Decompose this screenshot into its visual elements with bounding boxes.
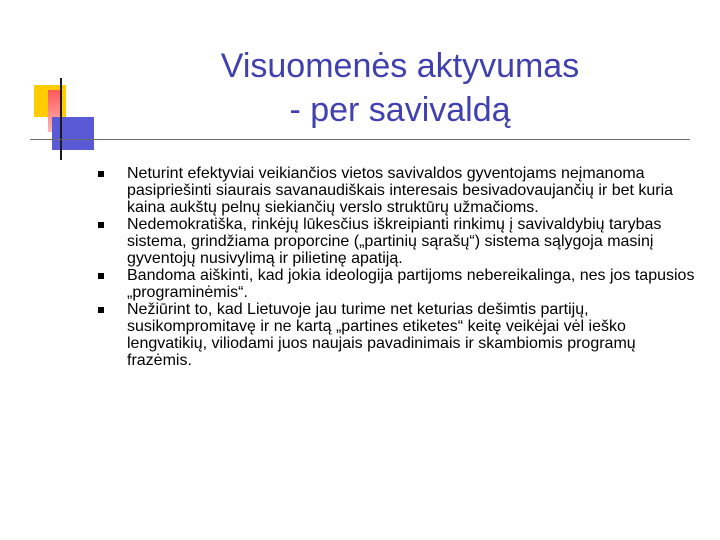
- bullet-text: Neturint efektyviai veikiančios vietos savivaldos gyventojams neįmanoma pasipriešinti siaurais savanaudiškais interesais besivadovaujančių ir bet kuria kaina aukštų pelnų siekiančių verslo struktūrų užmačioms.: [127, 165, 674, 216]
- bullet-item: [98, 165, 698, 216]
- bullet-text: Nežiūrint to, kad Lietuvoje jau turime net keturias dešimtis partijų, susikompromitavę ir ne kartą „partines etiketes“ keitę veikėjai vėl ieško lengvatikių, viliodami juos naujais pavadinimais ir skambiomis programų frazėmis.: [127, 301, 636, 369]
- bullet-square-icon: [98, 307, 104, 313]
- slide-title: [120, 44, 680, 132]
- bullet-item: [98, 301, 698, 369]
- bullet-list: [98, 165, 698, 369]
- slide-title-line-1: Visuomenės aktyvumas: [220, 47, 580, 85]
- bullet-text: Nedemokratiška, rinkėjų lūkesčius iškreipianti rinkimų į savivaldybių tarybas sistema, grindžiama proporcine („partinių sąrašų“) sistema sąlygoja masinį gyventojų nusivylimą ir pilietinę apatiją.: [127, 216, 662, 267]
- decor-vertical-line: [60, 78, 62, 160]
- bullet-square-icon: [98, 171, 104, 177]
- slide-title-line-2: - per savivaldą: [289, 91, 511, 129]
- bullet-item: [98, 216, 698, 267]
- bullet-square-icon: [98, 222, 104, 228]
- decor-blue-square: [52, 117, 94, 150]
- title-divider-line: [30, 139, 690, 140]
- bullet-square-icon: [98, 273, 104, 279]
- bullet-item: [98, 267, 698, 301]
- bullet-text: Bandoma aiškinti, kad jokia ideologija partijoms nebereikalinga, nes jos tapusios „programinėmis“.: [127, 267, 695, 301]
